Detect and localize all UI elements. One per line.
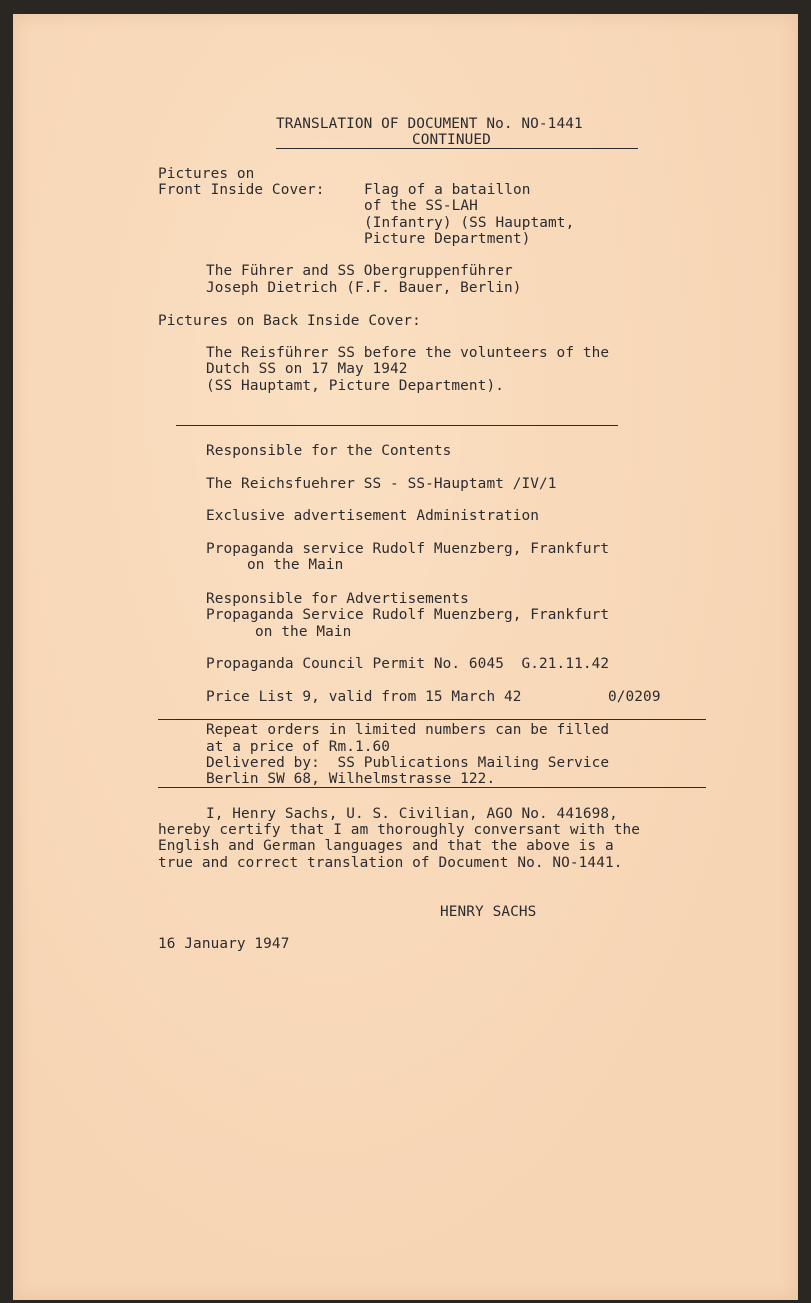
propaganda-service-line: on the Main [247, 557, 344, 573]
front-cover-line: Picture Department) [364, 231, 531, 247]
header-underline [276, 148, 638, 149]
back-cover-label: Pictures on Back Inside Cover: [158, 313, 421, 329]
repeat-box-top-rule [158, 719, 706, 720]
document-title: TRANSLATION OF DOCUMENT No. NO-1441 [276, 116, 583, 132]
back-cover-line: The Reisführer SS before the volunteers of the [206, 345, 610, 361]
front-cover-line: of the SS-LAH [364, 198, 478, 214]
permit-line: Propaganda Council Permit No. 6045 G.21.11.42 [206, 656, 610, 672]
responsible-contents: Responsible for the Contents [206, 443, 452, 459]
certification-line: I, Henry Sachs, U. S. Civilian, AGO No. 441698, [206, 806, 618, 822]
propaganda-service-line: Propaganda service Rudolf Muenzberg, Frankfurt [206, 541, 610, 557]
responsible-ads-line: Propaganda Service Rudolf Muenzberg, Frankfurt [206, 607, 610, 623]
price-code: 0/0209 [608, 689, 661, 705]
repeat-orders-line: Berlin SW 68, Wilhelmstrasse 122. [206, 771, 496, 787]
front-cover-paragraph-line: The Führer and SS Obergruppenführer [206, 263, 513, 279]
front-cover-line: Flag of a bataillon [364, 182, 531, 198]
responsible-ads-line: Responsible for Advertisements [206, 591, 469, 607]
front-cover-paragraph-line: Joseph Dietrich (F.F. Bauer, Berlin) [206, 280, 522, 296]
front-cover-label-1: Pictures on [158, 166, 255, 182]
repeat-box-bottom-rule [158, 787, 706, 788]
certification-line: true and correct translation of Document No. NO-1441. [158, 855, 623, 871]
repeat-orders-line: at a price of Rm.1.60 [206, 739, 391, 755]
section-divider [176, 425, 618, 426]
price-list-line: Price List 9, valid from 15 March 42 [206, 689, 522, 705]
responsible-ads-line: on the Main [255, 624, 352, 640]
back-cover-line: Dutch SS on 17 May 1942 [206, 361, 408, 377]
repeat-orders-line: Repeat orders in limited numbers can be filled [206, 722, 610, 738]
certification-date: 16 January 1947 [158, 936, 290, 952]
front-cover-label-2: Front Inside Cover: [158, 182, 325, 198]
reichsfuehrer-line: The Reichsfuehrer SS - SS-Hauptamt /IV/1 [206, 476, 557, 492]
document-subtitle: CONTINUED [412, 132, 491, 148]
back-cover-line: (SS Hauptamt, Picture Department). [206, 378, 504, 394]
certification-line: English and German languages and that the above is a [158, 838, 614, 854]
certification-line: hereby certify that I am thoroughly conversant with the [158, 822, 641, 838]
repeat-orders-line: Delivered by: SS Publications Mailing Service [206, 755, 610, 771]
signature-name: HENRY SACHS [440, 904, 537, 920]
exclusive-administration: Exclusive advertisement Administration [206, 508, 540, 524]
front-cover-line: (Infantry) (SS Hauptamt, [364, 215, 575, 231]
